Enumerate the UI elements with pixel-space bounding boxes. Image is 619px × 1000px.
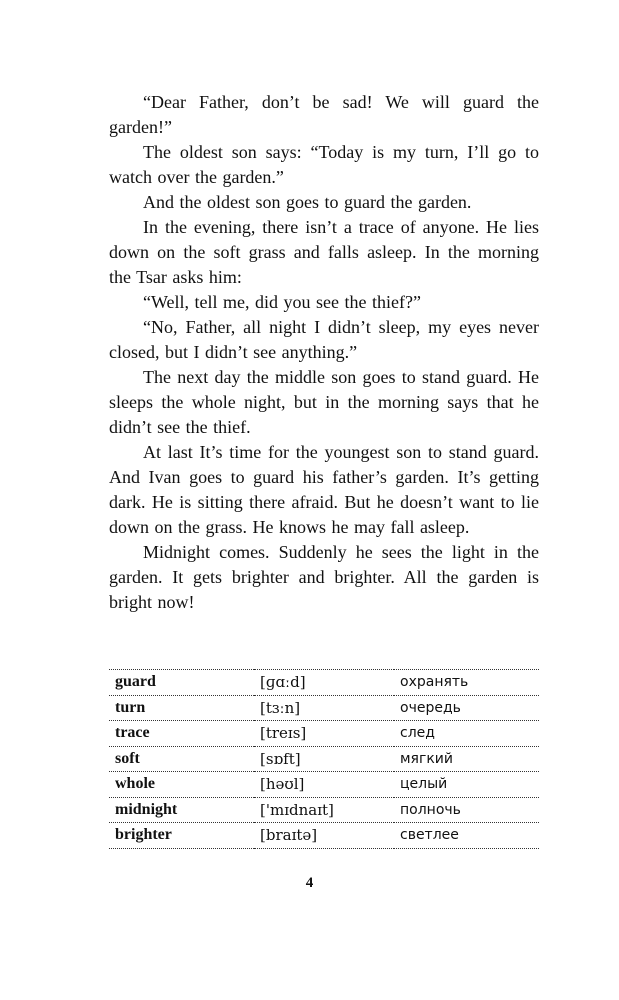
vocab-word: brighter <box>109 823 254 849</box>
vocabulary-row <box>109 721 539 747</box>
vocabulary-row <box>109 823 539 849</box>
paragraph: The next day the middle son goes to stand guard. He sleeps the whole night, but in the morning says that he didn’t see the thief. <box>109 367 539 437</box>
vocabulary-row <box>109 746 539 772</box>
page-number: 4 <box>305 875 314 891</box>
vocab-word: whole <box>109 772 254 798</box>
vocabulary-row <box>109 797 539 823</box>
paragraph: “No, Father, all night I didn’t sleep, my eyes never closed, but I didn’t see anything.” <box>109 317 539 362</box>
vocab-transcription: [sɒft] <box>254 746 394 772</box>
vocab-transcription: [ɡɑːd] <box>254 670 394 696</box>
paragraph: At last It’s time for the youngest son to stand guard. And Ivan goes to guard his father’s garden. It’s getting dark. He is sitting there afraid. But he doesn’t want to lie down on the grass. He knows he may fall asleep. <box>109 442 539 537</box>
vocabulary-row <box>109 772 539 798</box>
paragraph: The oldest son says: “Today is my turn, I’ll go to watch over the garden.” <box>109 142 539 187</box>
vocab-transcription: [treɪs] <box>254 721 394 747</box>
vocab-translation: очередь <box>394 695 539 721</box>
vocab-translation: целый <box>394 772 539 798</box>
vocab-translation: светлее <box>394 823 539 849</box>
story-text <box>109 90 539 615</box>
vocabulary-row <box>109 695 539 721</box>
vocab-translation: след <box>394 721 539 747</box>
paragraph: “Well, tell me, did you see the thief?” <box>143 292 421 312</box>
vocabulary-row <box>109 670 539 696</box>
paragraph: And the oldest son goes to guard the garden. <box>143 192 472 212</box>
vocabulary-table <box>109 669 539 849</box>
vocab-word: midnight <box>109 797 254 823</box>
paragraph: Midnight comes. Suddenly he sees the light in the garden. It gets brighter and brighter. All the garden is bright now! <box>109 542 539 612</box>
vocab-translation: охранять <box>394 670 539 696</box>
vocab-transcription: [braɪtə] <box>254 823 394 849</box>
vocab-word: guard <box>109 670 254 696</box>
vocab-word: soft <box>109 746 254 772</box>
vocab-translation: полночь <box>394 797 539 823</box>
paragraph: In the evening, there isn’t a trace of anyone. He lies down on the soft grass and falls asleep. In the morning the Tsar asks him: <box>109 217 539 287</box>
paragraph: “Dear Father, don’t be sad! We will guard the garden!” <box>109 92 539 137</box>
vocab-transcription: [həʊl] <box>254 772 394 798</box>
vocab-word: trace <box>109 721 254 747</box>
vocab-transcription: ['mɪdnaɪt] <box>254 797 394 823</box>
vocab-translation: мягкий <box>394 746 539 772</box>
vocab-word: turn <box>109 695 254 721</box>
vocab-transcription: [tɜːn] <box>254 695 394 721</box>
